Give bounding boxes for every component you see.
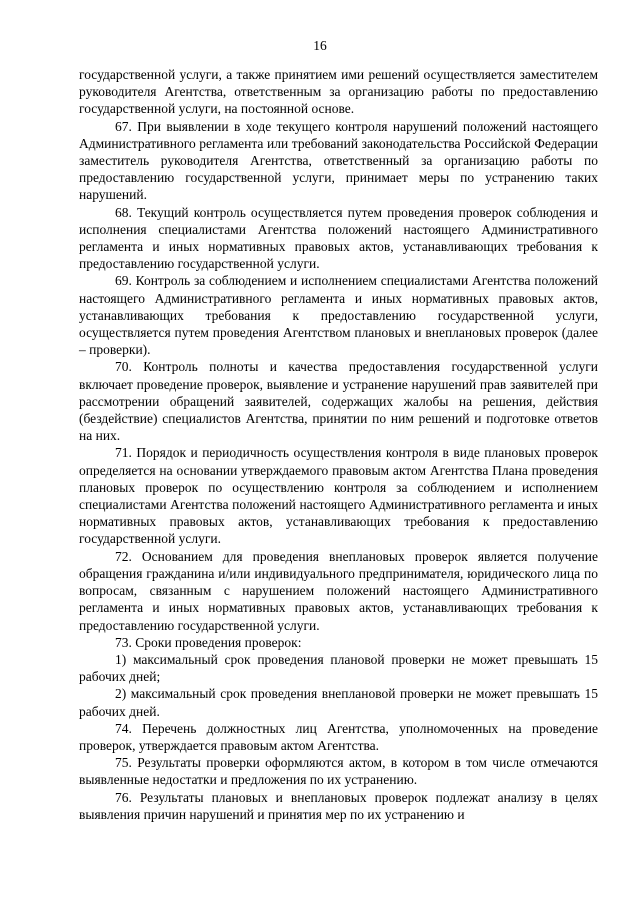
paragraph-76: 76. Результаты плановых и внеплановых проверок подлежат анализу в целях выявления причин нарушений и принятия мер по их устранению и <box>79 789 598 822</box>
page-number: 16 <box>313 38 327 53</box>
paragraph-70: 70. Контроль полноты и качества предоставления государственной услуги включает проведение проверок, выявление и устранение нарушений прав заявителей при рассмотрении обращений заявителей, содержащих жалобы на решения, действия (бездействие) специалистов Агентства, принятии по ним решений и подготовке ответов на них. <box>79 359 598 444</box>
paragraph-72: 72. Основанием для проведения внеплановых проверок является получение обращения гражданина и/или индивидуального предпринимателя, юридического лица по вопросам, связанным с нарушением положений настоящего Административного регламента и иных нормативных правовых актов, устанавливающих требования к предоставлению государственной услуги. <box>79 548 598 633</box>
paragraph-68: 68. Текущий контроль осуществляется путем проведения проверок соблюдения и исполнения специалистами Агентства положений настоящего Административного регламента и иных нормативных правовых актов, устанавливающих требования к предоставлению государственной услуги. <box>79 204 598 272</box>
paragraph-continuation: государственной услуги, а также принятием ими решений осуществляется заместителем руководителя Агентства, ответственным за организацию работы по предоставлению государственной услуги, на постоянной основе. <box>79 67 598 117</box>
paragraph-75: 75. Результаты проверки оформляются актом, в котором в том числе отмечаются выявленные недостатки и предложения по их устранению. <box>79 755 598 788</box>
paragraph-74: 74. Перечень должностных лиц Агентства, уполномоченных на проведение проверок, утверждается правовым актом Агентства. <box>79 720 598 753</box>
paragraph-71: 71. Порядок и периодичность осуществления контроля в виде плановых проверок определяется на основании утверждаемого правовым актом Агентства Плана проведения плановых проверок по осуществлению контроля за соблюдением и исполнением специалистами Агентства положений настоящего Административного регламента и иных нормативных правовых актов, устанавливающих требования к предоставлению государственной услуги. <box>79 445 598 547</box>
document-body <box>79 66 598 823</box>
paragraph-69: 69. Контроль за соблюдением и исполнением специалистами Агентства положений настоящего Административного регламента и иных нормативных правовых актов, устанавливающих требования к предоставлению государственной услуги, осуществляется путем проведения Агентством плановых и внеплановых проверок (далее – проверки). <box>79 273 598 358</box>
list-item-1: 1) максимальный срок проведения плановой проверки не может превышать 15 рабочих дней; <box>79 651 598 685</box>
paragraph-67: 67. При выявлении в ходе текущего контроля нарушений положений настоящего Административного регламента или требований законодательства Российской Федерации заместитель руководителя Агентства, ответственный за организацию работы по предоставлению государственной услуги, принимает меры по устранению таких нарушений. <box>79 118 598 203</box>
list-item-2: 2) максимальный срок проведения внеплановой проверки не может превышать 15 рабочих дней. <box>79 686 598 719</box>
paragraph-73: 73. Сроки проведения проверок: <box>115 634 302 650</box>
